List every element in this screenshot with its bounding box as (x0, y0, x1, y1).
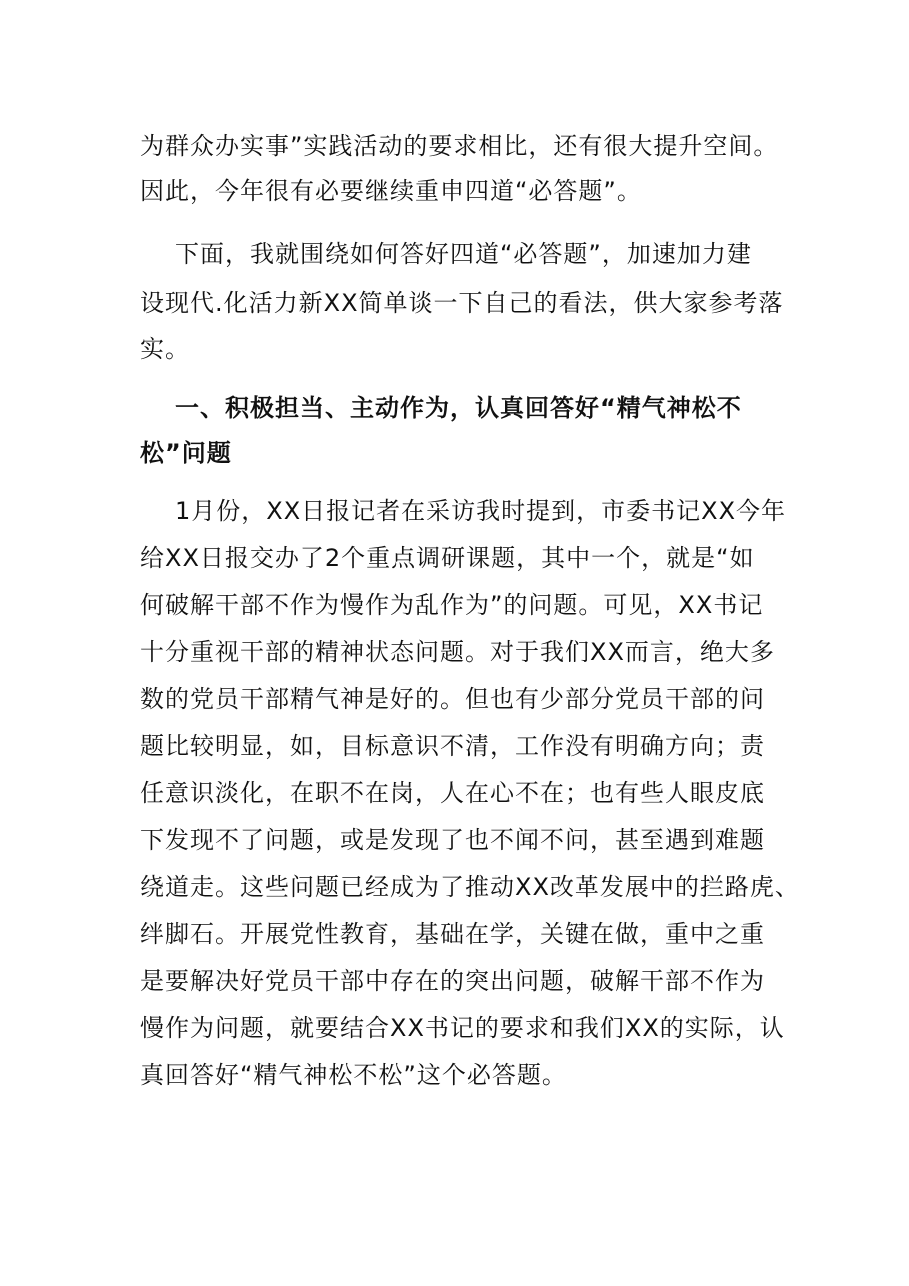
section-heading-line-1: 一、积极担当、主动作为，认真回答好“精气神松不 (175, 394, 742, 422)
paragraph-3-line-13: 真回答好“精气神松不松”这个必答题。 (140, 1061, 567, 1089)
paragraph-3-line-5: 数的党员干部精气神是好的。但也有少部分党员干部的问 (140, 685, 765, 713)
paragraph-3-line-8: 下发现不了问题，或是发现了也不闻不问，甚至遇到难题 (140, 826, 765, 854)
paragraph-2-line-2: 设现代.化活力新XX简单谈一下自己的看法，供大家参考落 (140, 289, 784, 317)
paragraph-2-line-1: 下面，我就围绕如何答好四道“必答题”，加速加力建 (175, 240, 752, 268)
paragraph-3-line-6: 题比较明显，如，目标意识不清，工作没有明确方向；责 (140, 732, 765, 760)
paragraph-2-line-3: 实。 (140, 335, 190, 363)
paragraph-3-line-1: 1月份，XX日报记者在采访我时提到，市委书记XX今年 (175, 497, 787, 525)
paragraph-3-line-2: 给XX日报交办了2个重点调研课题，其中一个，就是“如 (140, 544, 755, 572)
paragraph-3-line-3: 何破解干部不作为慢作为乱作为”的问题。可见，XX书记 (140, 591, 764, 619)
paragraph-3-line-11: 是要解决好党员干部中存在的突出问题，破解干部不作为 (140, 967, 765, 995)
paragraph-3-line-7: 任意识淡化，在职不在岗，人在心不在；也有些人眼皮底 (140, 779, 765, 807)
section-heading-line-2: 松”问题 (140, 439, 232, 467)
paragraph-1-line-1: 为群众办实事”实践活动的要求相比，还有很大提升空间。 (140, 132, 779, 160)
paragraph-3-line-12: 慢作为问题，就要结合XX书记的要求和我们XX的实际，认 (140, 1014, 785, 1042)
paragraph-3-line-10: 绊脚石。开展党性教育，基础在学，关键在做，重中之重 (140, 920, 765, 948)
paragraph-3-line-9: 绕道走。这些问题已经成为了推动XX改革发展中的拦路虎、 (140, 873, 800, 901)
paragraph-3-line-4: 十分重视干部的精神状态问题。对于我们XX而言，绝大多 (140, 638, 775, 666)
paragraph-1-line-2: 因此，今年很有必要继续重申四道“必答题”。 (140, 177, 642, 205)
